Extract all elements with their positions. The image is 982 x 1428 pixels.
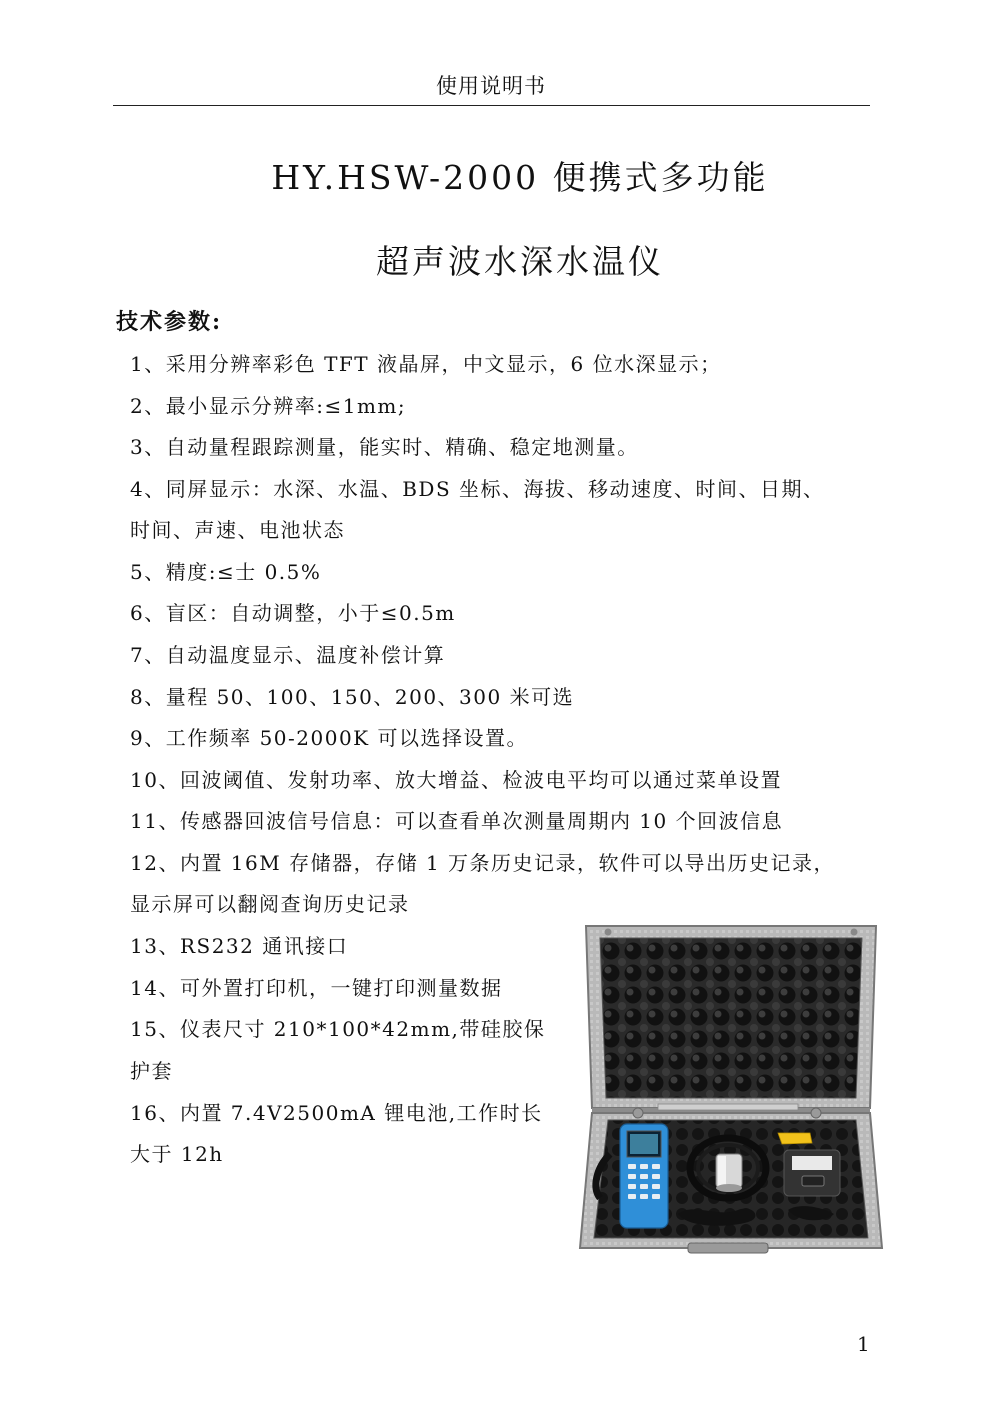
spec-line: 11、传感器回波信号信息：可以查看单次测量周期内 10 个回波信息 (130, 809, 784, 833)
yellow-accessory (778, 1133, 812, 1144)
spec-line: 8、量程 50、100、150、200、300 米可选 (130, 685, 575, 709)
spec-line: 9、工作频率 50-2000K 可以选择设置。 (130, 726, 528, 750)
case-lid (586, 926, 876, 1108)
mini-printer (784, 1150, 840, 1196)
spec-line: 时间、声速、电池状态 (130, 518, 345, 542)
spec-line: 显示屏可以翻阅查询历史记录 (130, 892, 410, 916)
spec-line: 15、仪表尺寸 210*100*42mm,带硅胶保 (130, 1017, 546, 1041)
header-divider (113, 105, 870, 106)
spec-line: 6、盲区：自动调整，小于≤0.5m (130, 601, 456, 625)
spec-line: 2、最小显示分辨率:≤1mm; (130, 394, 407, 418)
spec-line: 4、同屏显示：水深、水温、BDS 坐标、海拔、移动速度、时间、日期、 (130, 477, 825, 501)
product-case-photo (578, 918, 884, 1266)
document-title-line-2: 超声波水深水温仪 (376, 242, 664, 281)
spec-line: 14、可外置打印机，一键打印测量数据 (130, 976, 503, 1000)
spec-line: 5、精度:≤士 0.5% (130, 560, 322, 584)
spec-line: 3、自动量程跟踪测量，能实时、精确、稳定地测量。 (130, 435, 639, 459)
spec-line: 10、回波阈值、发射功率、放大增益、检波电平均可以通过菜单设置 (130, 768, 782, 792)
spec-line: 12、内置 16M 存储器，存储 1 万条历史记录，软件可以导出历史记录， (130, 851, 836, 875)
document-title-line-1: HY.HSW-2000 便携式多功能 (271, 158, 769, 197)
spec-line: 大于 12h (130, 1142, 224, 1166)
page-number: 1 (857, 1332, 870, 1356)
spec-line: 7、自动温度显示、温度补偿计算 (130, 643, 446, 667)
section-heading-specs: 技术参数: (116, 309, 223, 335)
page-header-title: 使用说明书 (436, 74, 546, 98)
spec-line: 1、采用分辨率彩色 TFT 液晶屏，中文显示，6 位水深显示； (130, 352, 722, 376)
spec-line: 13、RS232 通讯接口 (130, 934, 349, 958)
spec-line: 16、内置 7.4V2500mA 锂电池,工作时长 (130, 1101, 543, 1125)
spec-line: 护套 (130, 1059, 173, 1083)
